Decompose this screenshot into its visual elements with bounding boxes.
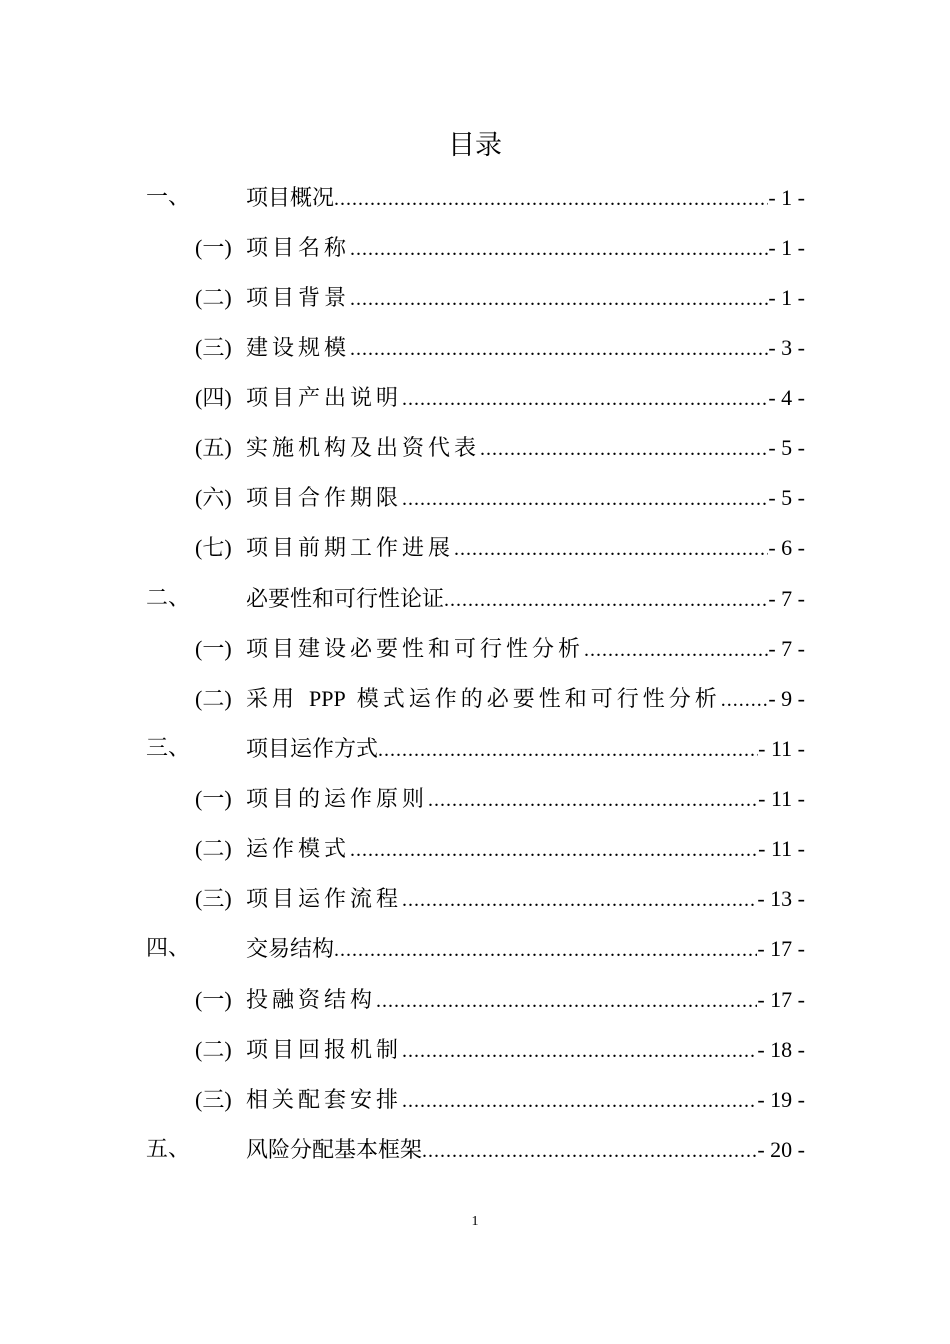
- toc-entry-title: 项目名称: [246, 236, 351, 261]
- toc-entry-page: - 13 -: [757, 886, 805, 911]
- toc-entry-number: 五、: [146, 1137, 191, 1162]
- toc-dot-leader: [402, 381, 768, 417]
- toc-entry-page: - 11 -: [758, 836, 805, 861]
- toc-entry-number: (二): [195, 836, 232, 861]
- toc-dot-leader: [422, 1133, 757, 1169]
- toc-entry-number: 四、: [146, 936, 191, 961]
- toc-entry-1-6[interactable]: [0, 480, 950, 516]
- toc-entry-title: 实施机构及出资代表: [246, 436, 481, 461]
- toc-entry-title-acronym: PPP: [309, 686, 346, 711]
- toc-dot-leader: [428, 782, 758, 818]
- toc-entry-1-2[interactable]: [0, 280, 950, 316]
- toc-entry-title: 交易结构: [246, 937, 335, 962]
- toc-entry-2-2[interactable]: [0, 681, 950, 717]
- toc-entry-4-2[interactable]: [0, 1032, 950, 1068]
- toc-entry-title: 项目前期工作进展: [246, 536, 455, 561]
- toc-entry-title: 项目回报机制: [246, 1038, 403, 1063]
- page-number: 1: [471, 1214, 479, 1229]
- toc-dot-leader: [402, 882, 757, 918]
- toc-entry-title: 项目概况: [246, 186, 335, 211]
- toc-dot-leader: [350, 231, 768, 267]
- toc-entry-number: (一): [195, 987, 232, 1012]
- toc-entry-page: - 1 -: [768, 235, 805, 260]
- toc-entry-number: (二): [195, 686, 232, 711]
- toc-entry-3-2[interactable]: [0, 831, 950, 867]
- toc-entry-title: 项目产出说明: [246, 386, 403, 411]
- toc-dot-leader: [376, 983, 757, 1019]
- toc-entry-number: (一): [195, 636, 232, 661]
- toc-entry-number: (三): [195, 335, 232, 360]
- toc-entry-page: - 1 -: [768, 285, 805, 310]
- toc-entry-1-3[interactable]: [0, 330, 950, 366]
- toc-entry-title: 建设规模: [246, 336, 351, 361]
- toc-entry-title: 项目运作流程: [246, 887, 403, 912]
- toc-entry-3-3[interactable]: [0, 881, 950, 917]
- toc-entry-1-7[interactable]: [0, 530, 950, 566]
- toc-dot-leader: [402, 1033, 757, 1069]
- toc-entry-page: - 9 -: [768, 686, 805, 711]
- toc-entry-1-4[interactable]: [0, 380, 950, 416]
- toc-dot-leader: [454, 531, 768, 567]
- toc-entry-page: - 4 -: [768, 385, 805, 410]
- toc-entry-page: - 7 -: [768, 586, 805, 611]
- toc-entry-1-1[interactable]: [0, 230, 950, 266]
- toc-entry-number: (三): [195, 886, 232, 911]
- toc-dot-leader: [334, 932, 757, 968]
- toc-dot-leader: [350, 281, 768, 317]
- toc-entry-number: 三、: [146, 736, 191, 761]
- toc-entry-title: 投融资结构: [246, 988, 377, 1013]
- toc-dot-leader: [402, 1083, 757, 1119]
- toc-entry-title-part: 模式运作的必要性和可行性分析: [345, 687, 721, 712]
- toc-entry-4-1[interactable]: [0, 982, 950, 1018]
- toc-entry-section-1[interactable]: [0, 180, 950, 216]
- toc-entry-title: 风险分配基本框架: [246, 1138, 423, 1163]
- toc-entry-page: - 5 -: [768, 485, 805, 510]
- toc-entry-page: - 17 -: [757, 936, 805, 961]
- toc-dot-leader: [721, 682, 769, 718]
- toc-entry-title: 相关配套安排: [246, 1088, 403, 1113]
- toc-entry-page: - 20 -: [757, 1137, 805, 1162]
- toc-entry-page: - 3 -: [768, 335, 805, 360]
- toc-entry-page: - 11 -: [758, 736, 805, 761]
- toc-entry-page: - 7 -: [768, 636, 805, 661]
- toc-entry-4-3[interactable]: [0, 1082, 950, 1118]
- toc-dot-leader: [350, 832, 758, 868]
- toc-entry-title: 项目的运作原则: [246, 787, 429, 812]
- toc-entry-1-5[interactable]: [0, 430, 950, 466]
- toc-entry-section-4[interactable]: [0, 931, 950, 967]
- toc-entry-3-1[interactable]: [0, 781, 950, 817]
- toc-dot-leader: [350, 331, 768, 367]
- toc-entry-page: - 11 -: [758, 786, 805, 811]
- toc-dot-leader: [444, 582, 768, 618]
- toc-entry-number: (三): [195, 1087, 232, 1112]
- toc-entry-section-3[interactable]: [0, 731, 950, 767]
- toc-entry-title: 项目运作方式: [246, 737, 379, 762]
- toc-entry-number: (二): [195, 1037, 232, 1062]
- toc-entry-number: (二): [195, 285, 232, 310]
- toc-title: 目录: [448, 130, 502, 161]
- toc-dot-leader: [334, 181, 768, 217]
- toc-dot-leader: [584, 632, 768, 668]
- toc-dot-leader: [480, 431, 768, 467]
- toc-entry-number: (一): [195, 235, 232, 260]
- toc-dot-leader: [378, 732, 758, 768]
- toc-entry-number: (五): [195, 435, 232, 460]
- toc-entry-page: - 6 -: [768, 535, 805, 560]
- toc-entry-number: (一): [195, 786, 232, 811]
- toc-entry-title: 项目建设必要性和可行性分析: [246, 637, 585, 662]
- toc-dot-leader: [402, 481, 768, 517]
- toc-entry-page: - 1 -: [768, 185, 805, 210]
- toc-entry-title: 必要性和可行性论证: [246, 587, 445, 612]
- toc-entry-page: - 5 -: [768, 435, 805, 460]
- toc-entry-number: 一、: [146, 185, 191, 210]
- toc-entry-number: (七): [195, 535, 232, 560]
- toc-entry-title: 项目合作期限: [246, 486, 403, 511]
- toc-entry-title: 运作模式: [246, 837, 351, 862]
- toc-entry-number: (六): [195, 485, 232, 510]
- toc-entry-number: (四): [195, 385, 232, 410]
- toc-entry-page: - 19 -: [757, 1087, 805, 1112]
- toc-entry-page: - 17 -: [757, 987, 805, 1012]
- toc-entry-page: - 18 -: [757, 1037, 805, 1062]
- toc-entry-section-2[interactable]: [0, 581, 950, 617]
- toc-entry-title-part: 采用: [246, 687, 309, 712]
- toc-entry-section-5[interactable]: [0, 1132, 950, 1168]
- toc-entry-number: 二、: [146, 586, 191, 611]
- toc-entry-title: [246, 681, 721, 718]
- toc-entry-title: 项目背景: [246, 286, 351, 311]
- toc-entry-2-1[interactable]: [0, 631, 950, 667]
